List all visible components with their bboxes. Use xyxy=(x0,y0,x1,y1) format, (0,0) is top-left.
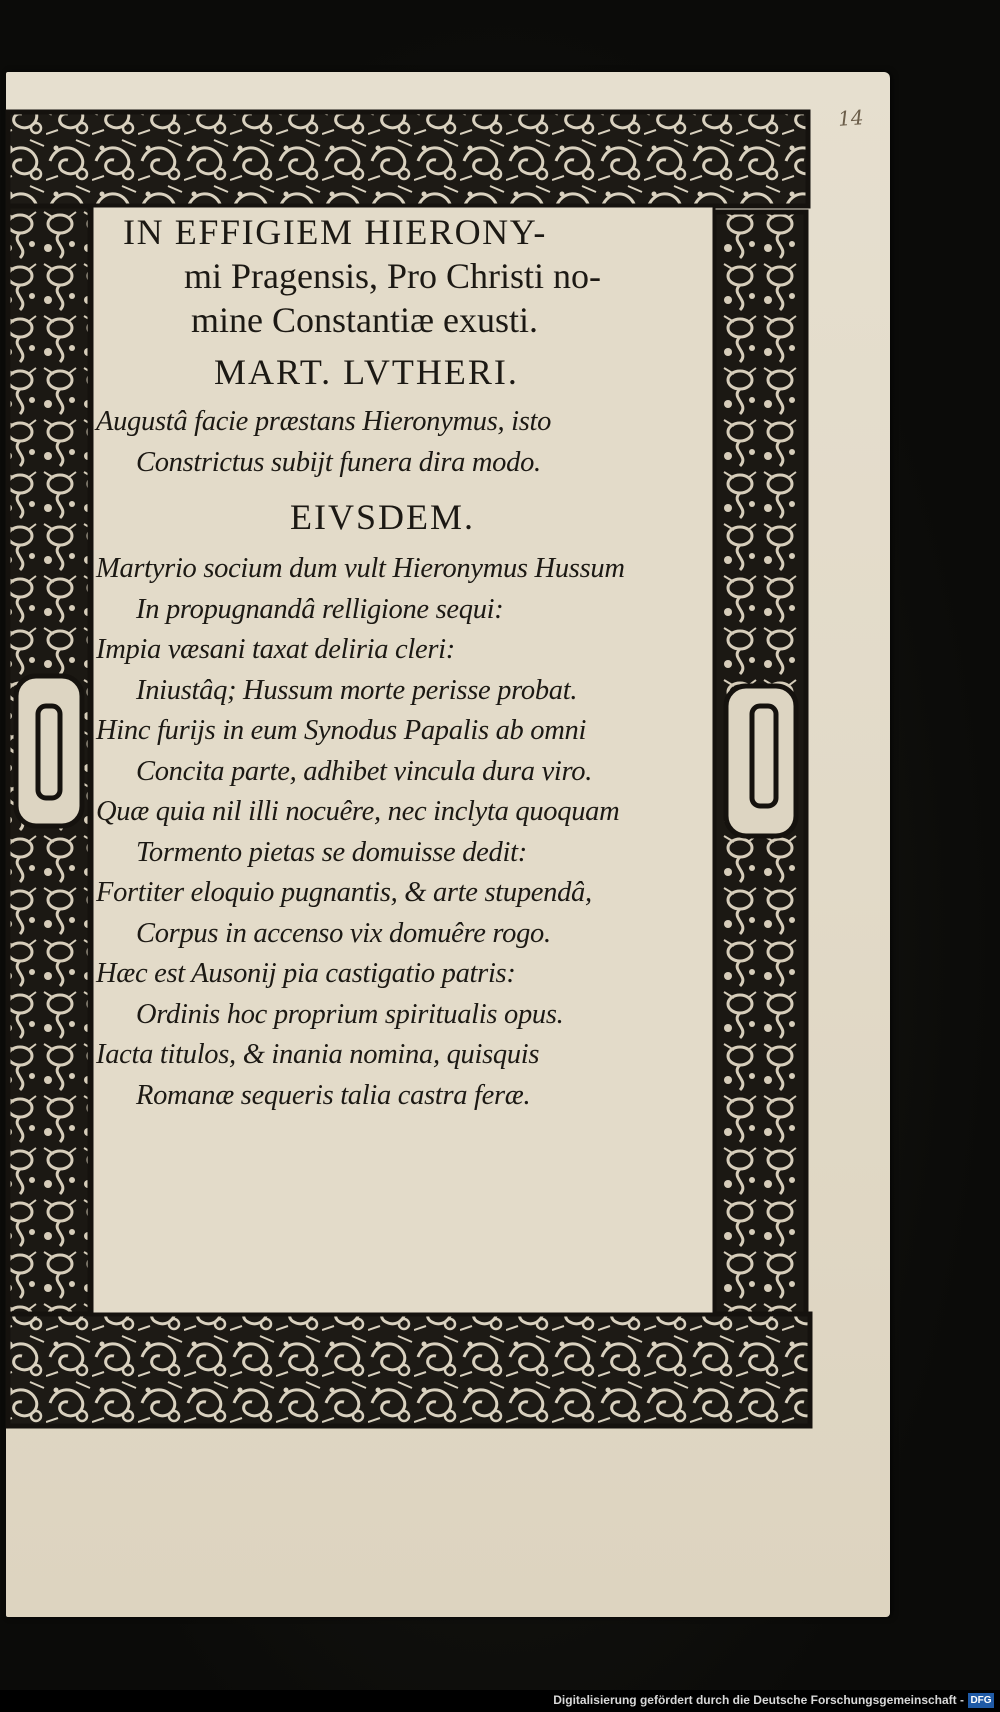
verse-line: Corpus in accenso vix domuêre rogo. xyxy=(136,917,551,949)
verse-line: Augustâ facie præstans Hieronymus, isto xyxy=(96,406,552,437)
verse-line: Iniustâq; Hussum morte perisse probat. xyxy=(136,674,578,706)
verse-line: Quæ quia nil illi nocuêre, nec inclyta quoquam xyxy=(96,796,620,827)
verse-line: Constrictus subijt funera dira modo. xyxy=(136,446,541,478)
luther-verses xyxy=(96,402,716,483)
title-line-3: mine Constantiæ exusti. xyxy=(191,300,538,340)
verse-line: Martyrio socium dum vult Hieronymus Hussum xyxy=(96,553,625,584)
verse-line: In propugnandâ relligione sequi: xyxy=(136,593,504,625)
verse-line: Romanæ sequeris talia castra feræ. xyxy=(136,1079,531,1111)
page-number: 14 xyxy=(837,105,865,131)
verse-line: Hinc furijs in eum Synodus Papalis ab omni xyxy=(96,715,587,746)
title-line-2: mi Pragensis, Pro Christi no- xyxy=(184,256,602,296)
digitization-footer xyxy=(0,1690,1000,1712)
section-heading-eiusdem: EIVSDEM. xyxy=(290,497,475,537)
verse-line: Iacta titulos, & inania nomina, quisquis xyxy=(96,1039,540,1070)
poem-text-block xyxy=(96,210,716,1116)
verse-line: Ordinis hoc proprium spiritualis opus. xyxy=(136,998,564,1030)
dfg-logo[interactable]: DFG xyxy=(968,1693,994,1708)
verse-line: Impia væsani taxat deliria cleri: xyxy=(96,634,455,665)
title-line-1: IN EFFIGIEM HIERONY- xyxy=(123,212,547,252)
verse-line: Tormento pietas se domuisse dedit: xyxy=(136,836,527,868)
eiusdem-verses xyxy=(96,549,716,1116)
footer-credit-text: Digitalisierung gefördert durch die Deutsche Forschungsgemeinschaft - xyxy=(553,1693,964,1707)
verse-line: Fortiter eloquio pugnantis, & arte stupendâ, xyxy=(96,877,592,908)
section-heading-luther: MART. LVTHERI. xyxy=(214,352,519,392)
verse-line: Concita parte, adhibet vincula dura viro. xyxy=(136,755,593,787)
verse-line: Hæc est Ausonij pia castigatio patris: xyxy=(96,958,516,989)
